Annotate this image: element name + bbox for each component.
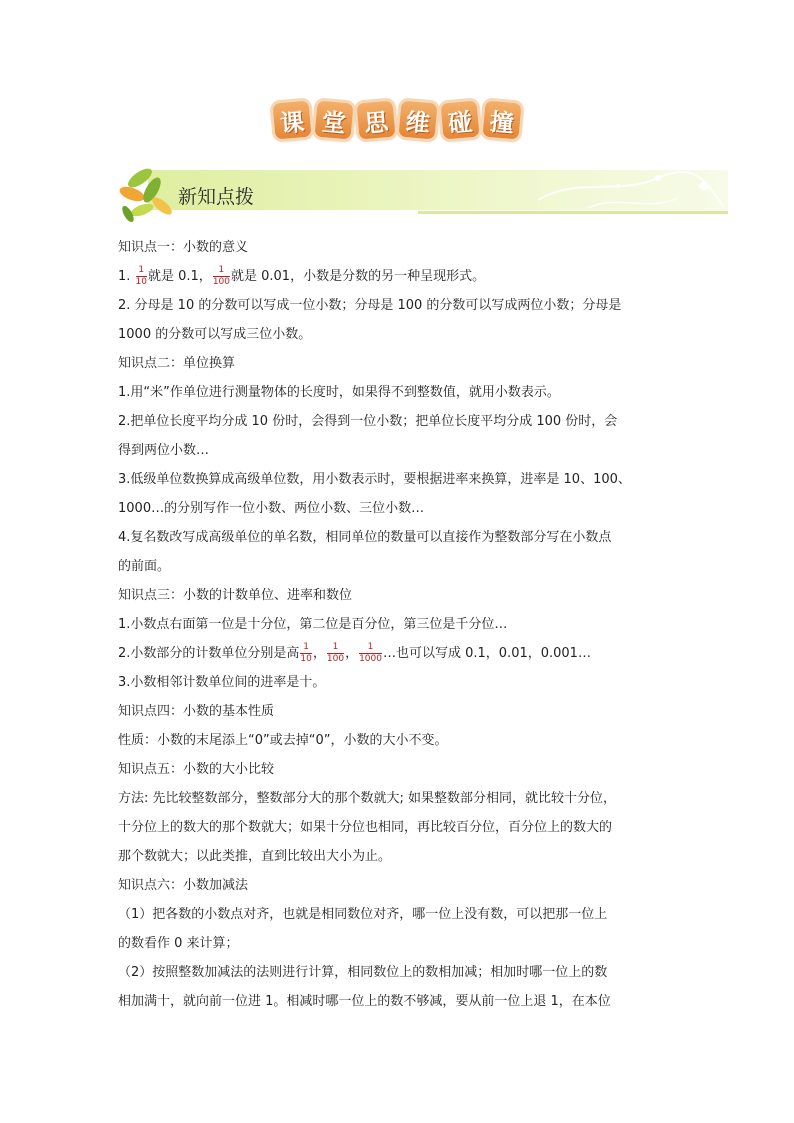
k3-l2-sep2: ， xyxy=(345,646,359,661)
k1-line-2a: 2. 分母是 10 的分数可以写成一位小数；分母是 100 的分数可以写成两位小数；分母是 xyxy=(118,298,622,313)
k2-line-3b: 1000…的分别写作一位小数、两位小数、三位小数… xyxy=(118,501,425,516)
k4-line-1: 性质：小数的末尾添上“0”或去掉“0”，小数的大小不变。 xyxy=(118,733,448,748)
frac-num: 1 xyxy=(359,643,382,654)
fraction-1-100 xyxy=(327,643,344,664)
k1-line-2b: 1000 的分数可以写成三位小数。 xyxy=(118,327,312,342)
k5-line-3: 那个数就大；以此类推，直到比较出大小为止。 xyxy=(118,849,392,864)
heading-k1: 知识点一：小数的意义 xyxy=(118,240,249,255)
k3-line-1: 1.小数点右面第一位是十分位，第二位是百分位，第三位是千分位… xyxy=(118,617,508,632)
fraction-1-10 xyxy=(136,266,147,287)
frac-den: 10 xyxy=(300,654,312,664)
k2-line-4b: 的前面。 xyxy=(118,559,171,574)
title-char: 维 xyxy=(398,100,437,139)
title-char: 堂 xyxy=(314,100,353,139)
k5-line-1: 方法: 先比较整数部分，整数部分大的那个数就大; 如果整数部分相同，就比较十分位， xyxy=(118,791,617,806)
section-title: 新知点拨 xyxy=(178,186,255,208)
title-char: 课 xyxy=(272,100,311,139)
fraction-1-1000 xyxy=(359,643,382,664)
heading-k3: 知识点三：小数的计数单位、进率和数位 xyxy=(118,588,353,603)
heading-k5: 知识点五：小数的大小比较 xyxy=(118,762,275,777)
title-char: 思 xyxy=(356,100,395,139)
frac-num: 1 xyxy=(136,266,147,277)
k1-l1-prefix: 1. xyxy=(118,269,131,284)
section-banner xyxy=(118,156,730,226)
k3-l2-end: …也可以写成 0.1，0.01，0.001… xyxy=(382,646,591,661)
title-char: 撞 xyxy=(482,100,521,139)
k6-line-1: （1）把各数的小数点对齐，也就是相同数位对齐，哪一位上没有数，可以把那一位上 xyxy=(118,907,608,922)
k2-line-4a: 4.复名数改写成高级单位的单名数，相同单位的数量可以直接作为整数部分写在小数点 xyxy=(118,530,612,545)
k6-line-4: 相加满十，就向前一位进 1。相减时哪一位上的数不够减，要从前一位上退 1，在本位 xyxy=(118,994,611,1009)
heading-k2: 知识点二：单位换算 xyxy=(118,356,236,371)
fraction-1-10 xyxy=(300,643,311,664)
frac-den: 1000 xyxy=(359,654,382,664)
frac-den: 100 xyxy=(212,277,230,287)
frac-den: 100 xyxy=(326,654,345,664)
k2-line-3a: 3.低级单位数换算成高级单位数，用小数表示时，要根据进率来换算，进率是 10、100、 xyxy=(118,472,631,487)
k1-line-1 xyxy=(118,262,682,291)
k1-l1-mid: 就是 0.1， xyxy=(148,269,212,284)
heading-k4: 知识点四：小数的基本性质 xyxy=(118,704,275,719)
k2-line-2a: 2.把单位长度平均分成 10 份时，会得到一位小数；把单位长度平均分成 100 份时，会 xyxy=(118,414,618,429)
document-body xyxy=(118,233,682,1016)
frac-num: 1 xyxy=(213,266,230,277)
title-char: 碰 xyxy=(440,100,479,139)
k1-l1-end: 就是 0.01，小数是分数的另一种呈现形式。 xyxy=(231,269,486,284)
k3-line-3: 3.小数相邻计数单位间的进率是十。 xyxy=(118,675,326,690)
k3-line-2 xyxy=(118,639,682,668)
page-title xyxy=(0,98,794,144)
k6-line-3: （2）按照整数加减法的法则进行计算，相同数位上的数相加减；相加时哪一位上的数 xyxy=(118,965,608,980)
k6-line-2: 的数看作 0 来计算； xyxy=(118,936,239,951)
frac-num: 1 xyxy=(300,643,311,654)
k2-line-2b: 得到两位小数… xyxy=(118,443,210,458)
k3-l2-prefix: 2.小数部分的计数单位分别是高 xyxy=(118,646,300,661)
k2-line-1: 1.用“米”作单位进行测量物体的长度时，如果得不到整数值，就用小数表示。 xyxy=(118,385,560,400)
frac-den: 10 xyxy=(135,277,147,287)
heading-k6: 知识点六：小数加减法 xyxy=(118,878,249,893)
fraction-1-100 xyxy=(213,266,230,287)
k5-line-2: 十分位上的数大的那个数就大；如果十分位也相同，再比较百分位，百分位上的数大的 xyxy=(118,820,613,835)
frac-num: 1 xyxy=(327,643,344,654)
k3-l2-sep1: ， xyxy=(312,646,326,661)
